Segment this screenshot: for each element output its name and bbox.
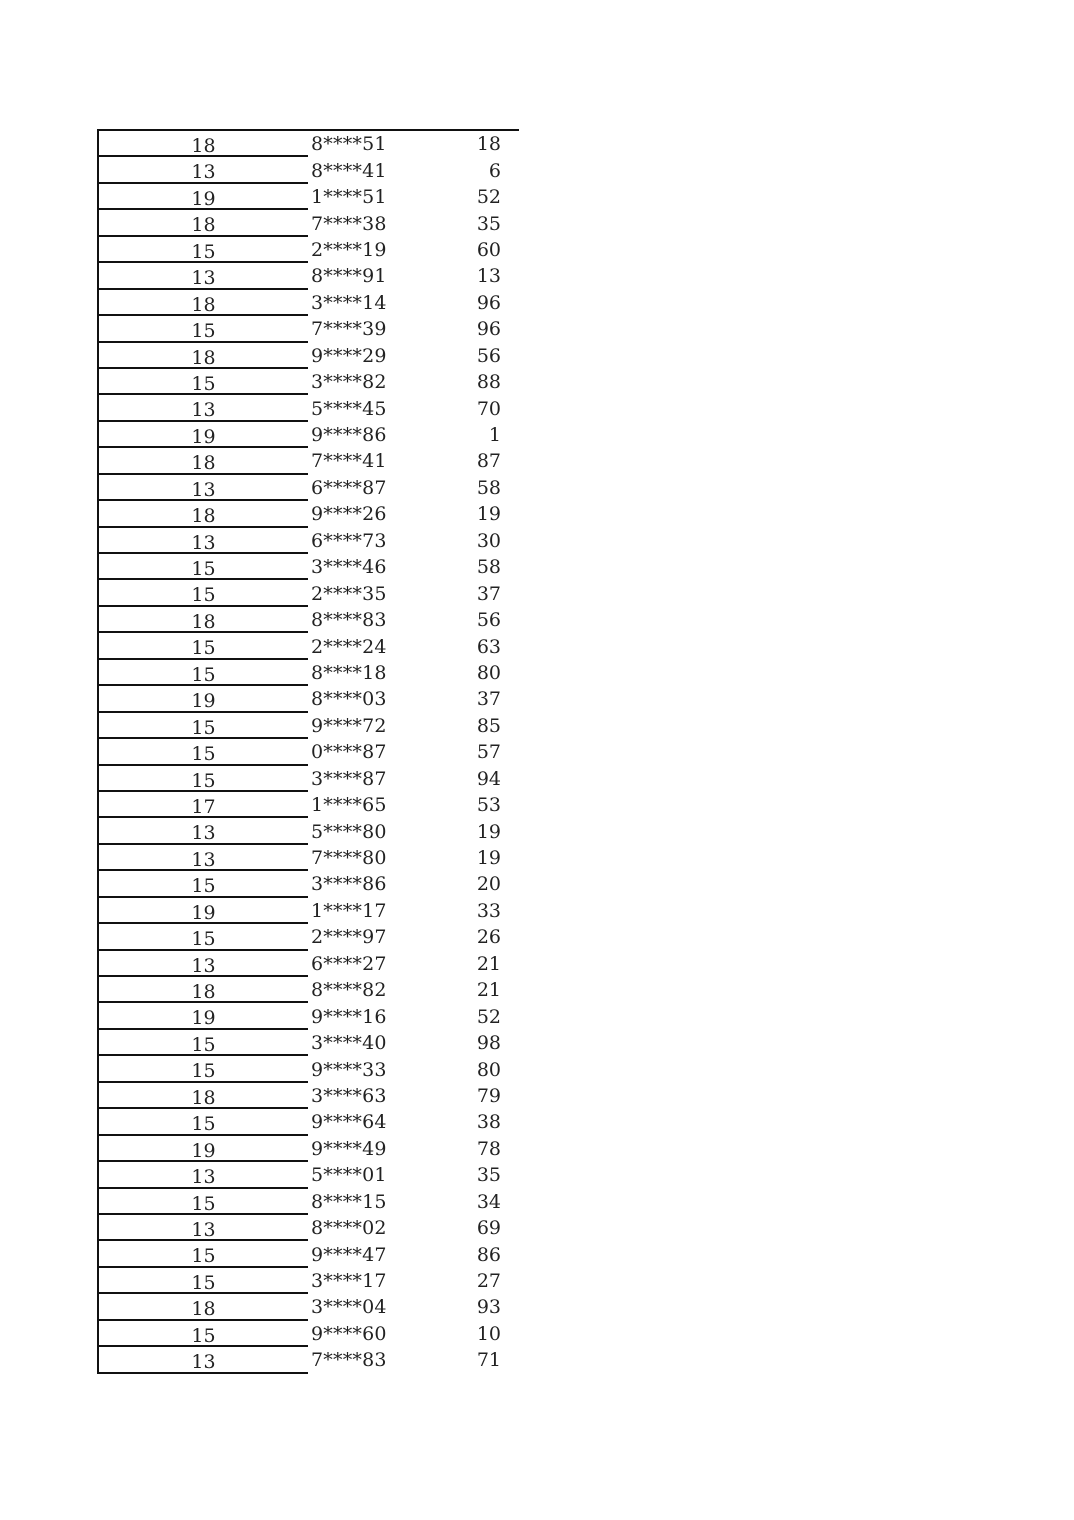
cell-value: 56 [476, 609, 501, 632]
cell-masked-number: 9****26 [311, 503, 387, 526]
cell-value: 53 [476, 794, 501, 817]
cell-masked-number: 9****16 [311, 1005, 387, 1028]
cell-masked-number: 7****39 [311, 318, 387, 341]
cell-masked-number: 6****73 [311, 529, 387, 552]
table-row [99, 131, 519, 157]
cell-masked-number: 3****63 [311, 1084, 387, 1107]
cell-prefix: 18 [99, 977, 308, 1003]
cell-value: 26 [476, 926, 501, 949]
cell-value: 69 [476, 1217, 501, 1240]
cell-masked-number: 8****03 [311, 688, 387, 711]
cell-value: 80 [476, 1058, 501, 1081]
cell-value: 20 [476, 873, 501, 896]
table-row [99, 528, 519, 554]
table-row [99, 845, 519, 871]
cell-masked-number: 9****72 [311, 714, 387, 737]
cell-prefix: 18 [99, 290, 308, 316]
table-row [99, 1030, 519, 1056]
cell-prefix: 13 [99, 528, 308, 554]
cell-prefix: 13 [99, 263, 308, 289]
cell-masked-number: 3****17 [311, 1270, 387, 1293]
cell-masked-number: 8****02 [311, 1217, 387, 1240]
cell-masked-number: 2****24 [311, 635, 387, 658]
table-row [99, 1003, 519, 1029]
cell-masked-number: 7****41 [311, 450, 387, 473]
cell-prefix: 17 [99, 792, 308, 818]
table-row [99, 184, 519, 210]
cell-prefix: 15 [99, 924, 308, 950]
cell-value: 19 [476, 503, 501, 526]
cell-masked-number: 3****04 [311, 1296, 387, 1319]
cell-masked-number: 9****29 [311, 344, 387, 367]
table-row [99, 1321, 519, 1347]
cell-masked-number: 2****19 [311, 238, 387, 261]
cell-prefix: 13 [99, 845, 308, 871]
cell-masked-number: 1****51 [311, 186, 387, 209]
cell-prefix: 13 [99, 475, 308, 501]
cell-masked-number: 8****18 [311, 661, 387, 684]
cell-value: 70 [476, 397, 501, 420]
cell-value: 98 [476, 1032, 501, 1055]
cell-value: 21 [476, 952, 501, 975]
table-row [99, 951, 519, 977]
cell-value: 71 [476, 1349, 501, 1372]
cell-value: 18 [476, 133, 501, 156]
cell-prefix: 13 [99, 1347, 308, 1373]
cell-masked-number: 9****60 [311, 1322, 387, 1345]
cell-prefix: 19 [99, 898, 308, 924]
cell-prefix: 15 [99, 713, 308, 739]
cell-prefix: 18 [99, 501, 308, 527]
cell-masked-number: 7****83 [311, 1349, 387, 1372]
cell-prefix: 19 [99, 686, 308, 712]
cell-value: 19 [476, 847, 501, 870]
table-row [99, 739, 519, 765]
cell-masked-number: 1****65 [311, 794, 387, 817]
table-row [99, 713, 519, 739]
cell-masked-number: 8****83 [311, 609, 387, 632]
cell-masked-number: 2****35 [311, 582, 387, 605]
cell-value: 1 [488, 424, 501, 447]
cell-masked-number: 3****87 [311, 767, 387, 790]
table-row [99, 395, 519, 421]
table-row [99, 1215, 519, 1241]
cell-value: 80 [476, 661, 501, 684]
table-row [99, 369, 519, 395]
table-row [99, 924, 519, 950]
table-row [99, 977, 519, 1003]
table-row [99, 422, 519, 448]
cell-prefix: 15 [99, 237, 308, 263]
cell-value: 56 [476, 344, 501, 367]
cell-value: 27 [476, 1270, 501, 1293]
cell-masked-number: 2****97 [311, 926, 387, 949]
cell-value: 60 [476, 238, 501, 261]
cell-value: 52 [476, 1005, 501, 1028]
cell-prefix: 15 [99, 1109, 308, 1135]
cell-prefix: 19 [99, 1003, 308, 1029]
data-table [97, 129, 519, 1374]
table-row [99, 475, 519, 501]
table-row [99, 1162, 519, 1188]
cell-value: 88 [476, 371, 501, 394]
table-row [99, 554, 519, 580]
cell-masked-number: 8****91 [311, 265, 387, 288]
table-row [99, 1268, 519, 1294]
table-row [99, 290, 519, 316]
table-row [99, 818, 519, 844]
cell-prefix: 19 [99, 1136, 308, 1162]
cell-value: 78 [476, 1137, 501, 1160]
cell-masked-number: 3****14 [311, 291, 387, 314]
cell-masked-number: 3****82 [311, 371, 387, 394]
table-row [99, 898, 519, 924]
table-row [99, 501, 519, 527]
cell-prefix: 18 [99, 131, 308, 157]
table-row [99, 1109, 519, 1135]
cell-value: 93 [476, 1296, 501, 1319]
cell-value: 57 [476, 741, 501, 764]
table-row [99, 263, 519, 289]
cell-masked-number: 1****17 [311, 899, 387, 922]
table-row [99, 633, 519, 659]
cell-prefix: 18 [99, 1294, 308, 1320]
cell-masked-number: 9****86 [311, 424, 387, 447]
table-row [99, 792, 519, 818]
cell-prefix: 13 [99, 1215, 308, 1241]
cell-prefix: 13 [99, 157, 308, 183]
cell-value: 96 [476, 318, 501, 341]
cell-masked-number: 3****46 [311, 556, 387, 579]
cell-masked-number: 8****41 [311, 159, 387, 182]
cell-prefix: 15 [99, 1030, 308, 1056]
table-row [99, 1189, 519, 1215]
cell-value: 21 [476, 979, 501, 1002]
cell-masked-number: 9****33 [311, 1058, 387, 1081]
table-row [99, 1241, 519, 1267]
cell-value: 52 [476, 186, 501, 209]
table-row [99, 580, 519, 606]
cell-prefix: 13 [99, 395, 308, 421]
cell-prefix: 15 [99, 660, 308, 686]
table-row [99, 871, 519, 897]
cell-masked-number: 9****49 [311, 1137, 387, 1160]
cell-prefix: 15 [99, 766, 308, 792]
cell-value: 34 [476, 1190, 501, 1213]
table-row [99, 157, 519, 183]
cell-prefix: 15 [99, 633, 308, 659]
cell-masked-number: 5****01 [311, 1164, 387, 1187]
cell-value: 13 [476, 265, 501, 288]
table-row [99, 1294, 519, 1320]
cell-prefix: 15 [99, 1268, 308, 1294]
cell-value: 10 [476, 1322, 501, 1345]
cell-prefix: 15 [99, 1056, 308, 1082]
cell-value: 35 [476, 212, 501, 235]
table-row [99, 210, 519, 236]
cell-masked-number: 5****45 [311, 397, 387, 420]
cell-value: 63 [476, 635, 501, 658]
cell-value: 86 [476, 1243, 501, 1266]
table-row [99, 1083, 519, 1109]
cell-value: 37 [476, 582, 501, 605]
cell-masked-number: 8****51 [311, 133, 387, 156]
cell-prefix: 15 [99, 871, 308, 897]
cell-prefix: 13 [99, 818, 308, 844]
cell-masked-number: 9****64 [311, 1111, 387, 1134]
cell-value: 38 [476, 1111, 501, 1134]
cell-value: 30 [476, 529, 501, 552]
cell-masked-number: 6****87 [311, 476, 387, 499]
cell-value: 37 [476, 688, 501, 711]
cell-value: 94 [476, 767, 501, 790]
table-row [99, 1347, 519, 1373]
table-row [99, 1136, 519, 1162]
cell-masked-number: 5****80 [311, 820, 387, 843]
cell-prefix: 15 [99, 1321, 308, 1347]
cell-prefix: 15 [99, 316, 308, 342]
cell-prefix: 15 [99, 580, 308, 606]
cell-value: 87 [476, 450, 501, 473]
table-row [99, 660, 519, 686]
cell-value: 19 [476, 820, 501, 843]
cell-masked-number: 7****80 [311, 847, 387, 870]
cell-masked-number: 8****15 [311, 1190, 387, 1213]
cell-masked-number: 6****27 [311, 952, 387, 975]
cell-masked-number: 3****40 [311, 1032, 387, 1055]
cell-prefix: 13 [99, 951, 308, 977]
cell-masked-number: 8****82 [311, 979, 387, 1002]
table-row [99, 686, 519, 712]
cell-prefix: 15 [99, 739, 308, 765]
cell-prefix: 18 [99, 607, 308, 633]
cell-value: 35 [476, 1164, 501, 1187]
cell-prefix: 13 [99, 1162, 308, 1188]
cell-prefix: 18 [99, 210, 308, 236]
cell-masked-number: 0****87 [311, 741, 387, 764]
cell-prefix: 15 [99, 1189, 308, 1215]
cell-prefix: 15 [99, 554, 308, 580]
cell-masked-number: 7****38 [311, 212, 387, 235]
table-row [99, 607, 519, 633]
table-row [99, 766, 519, 792]
cell-prefix: 15 [99, 369, 308, 395]
cell-masked-number: 9****47 [311, 1243, 387, 1266]
cell-value: 58 [476, 556, 501, 579]
cell-prefix: 19 [99, 184, 308, 210]
cell-value: 33 [476, 899, 501, 922]
table-row [99, 343, 519, 369]
cell-prefix: 19 [99, 422, 308, 448]
cell-value: 6 [488, 159, 501, 182]
cell-masked-number: 3****86 [311, 873, 387, 896]
table-row [99, 237, 519, 263]
table-row [99, 1056, 519, 1082]
cell-prefix: 15 [99, 1241, 308, 1267]
cell-value: 79 [476, 1084, 501, 1107]
cell-value: 85 [476, 714, 501, 737]
cell-value: 58 [476, 476, 501, 499]
cell-value: 96 [476, 291, 501, 314]
table-row [99, 448, 519, 474]
table-row [99, 316, 519, 342]
cell-prefix: 18 [99, 1083, 308, 1109]
cell-prefix: 18 [99, 343, 308, 369]
cell-prefix: 18 [99, 448, 308, 474]
